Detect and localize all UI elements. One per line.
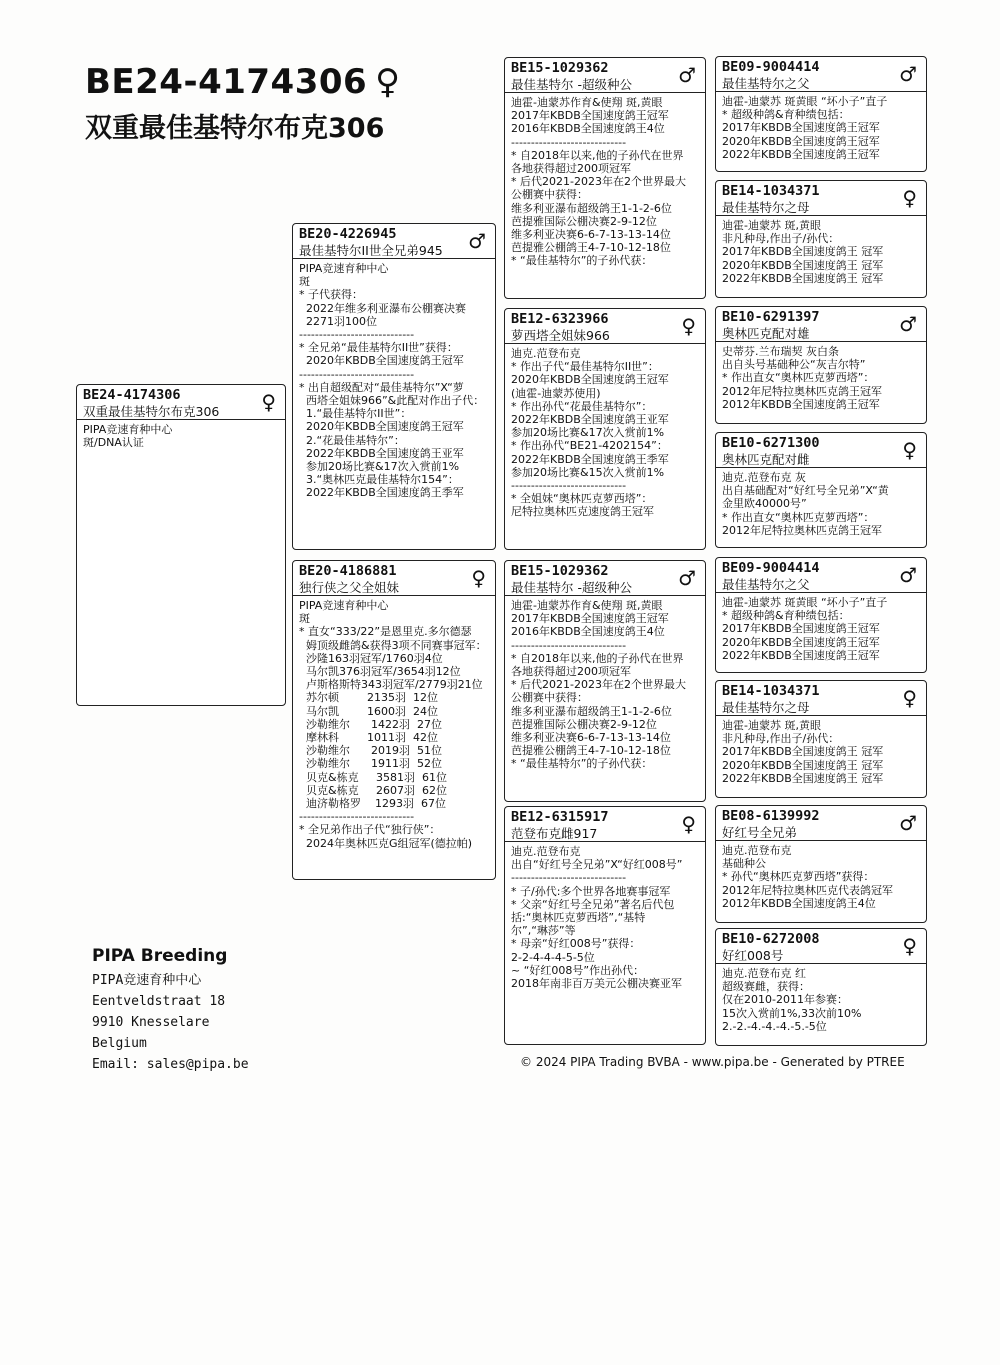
breeder-line: Belgium: [92, 1036, 147, 1051]
male-icon: ♂: [468, 229, 486, 253]
card-line: 苏尔顿 2135羽 12位: [299, 691, 438, 705]
ring-text: BE24-4174306: [85, 62, 368, 102]
card-body: [716, 593, 926, 665]
card-line: 迪霍-迪蒙苏 斑,黄眼: [722, 219, 821, 232]
card-line: * “最佳基特尔”的子孙代获：: [511, 757, 653, 771]
card-ring-number: BE12-6323966: [511, 311, 609, 327]
card-line: 2022年KBDB全国速度鸽王冠军: [722, 147, 880, 161]
card-title: 最佳基特尔II世全兄弟945: [299, 243, 443, 258]
card-header: [505, 58, 705, 93]
card-line: 仅在2010-2011年参赛：: [722, 993, 848, 1007]
card-line: 马尔凯 1600羽 24位: [299, 704, 438, 718]
card-line: * 母亲“好红008号”获得：: [511, 937, 641, 951]
pedigree-card: [715, 56, 927, 172]
breeder-email[interactable]: Email: sales@pipa.be: [92, 1057, 249, 1072]
card-title: 最佳基特尔 -超级种公: [511, 77, 632, 92]
card-title: 好红号全兄弟: [722, 825, 798, 840]
card-header: [716, 806, 926, 841]
card-line: 2022年KBDB全国速度鸽王亚军: [299, 446, 464, 460]
card-ring-number: BE09-9004414: [722, 59, 820, 75]
male-icon: ♂: [678, 63, 696, 87]
card-line: 斑: [299, 275, 310, 289]
card-line: * 作出直女“奥林匹克萝西塔”：: [722, 510, 875, 524]
card-line: 西塔全姐妹966”&此配对作出子代：: [299, 394, 485, 408]
card-line: 2012年KBDB全国速度鸽王4位: [722, 896, 876, 910]
card-line: (迪霍-迪蒙苏使用): [511, 386, 601, 400]
card-ring-number: BE09-9004414: [722, 560, 820, 576]
card-line: 2020年KBDB全国速度鸽王冠军: [511, 373, 669, 387]
card-line: * 自2018年以来,他的子孙代在世界: [511, 651, 684, 665]
card-line: * 直女“333/22”是恩里克.多尔德瑟: [299, 625, 472, 639]
card-line: 维多利亚瀑布超级鸽王1-1-2-6位: [511, 201, 672, 215]
card-title: 最佳基特尔 -超级种公: [511, 580, 632, 595]
card-line: * “最佳基特尔”的子孙代获：: [511, 254, 653, 268]
card-line: 2022年KBDB全国速度鸽王季军: [511, 452, 669, 466]
pedigree-card: [715, 928, 927, 1046]
card-line: * 作出直女“奥林匹克萝西塔”：: [722, 371, 875, 385]
card-line: 芭提雅公棚鸽王4-7-10-12-18位: [511, 241, 671, 255]
card-line: 2016年KBDB全国速度鸽王4位: [511, 625, 665, 639]
card-line: 参加20场比赛&17次入赏前1%: [511, 426, 665, 440]
female-icon: ♀: [902, 686, 917, 710]
card-line: 2022年KBDB全国速度鸽王 冠军: [722, 771, 884, 785]
card-ring-number: BE10-6271300: [722, 435, 820, 451]
card-line: 2017年KBDB全国速度鸽王冠军: [511, 612, 669, 626]
card-line: -----------------------------: [299, 367, 415, 381]
card-body: [505, 344, 705, 522]
card-line: PIPA竞速育种中心: [299, 599, 389, 612]
card-header: [716, 57, 926, 92]
card-line: * 超级种鸽&育种绩包括：: [722, 108, 850, 122]
card-line: 尔”,“琳莎”等: [511, 924, 576, 938]
card-line: * 孙代“奥林匹克萝西塔”获得：: [722, 870, 875, 884]
card-line: 非凡种母,作出子/孙代：: [722, 232, 840, 246]
card-line: * 出自超级配对“最佳基特尔”X“萝: [299, 380, 464, 394]
card-title: 范登布克雌917: [511, 826, 598, 841]
card-line: 2020年KBDB全国速度鸽王冠军: [299, 354, 464, 368]
card-title: 双重最佳基特尔布克306: [83, 404, 220, 419]
card-line: 迪克.范登布克: [511, 347, 581, 360]
female-icon: ♀: [681, 314, 696, 338]
pedigree-card: [715, 805, 927, 923]
card-line: ~ “好红008号”作出孙代：: [511, 963, 645, 977]
breeder-line: PIPA竞速育种中心: [92, 973, 202, 988]
card-line: * 全姐妹“奥林匹克萝西塔”：: [511, 492, 653, 506]
pigeon-name: 双重最佳基特尔布克306: [85, 113, 385, 144]
card-line: 姆顶级雌鸽&获得3项不同赛事冠军：: [299, 638, 487, 652]
card-line: 斑/DNA认证: [83, 436, 144, 450]
breeder-line: Eentveldstraat 18: [92, 994, 226, 1009]
female-icon: ♀: [375, 62, 401, 102]
card-line: 15次入赏前1%,33次前10%: [722, 1006, 862, 1020]
card-body: [293, 596, 495, 853]
card-body: [505, 93, 705, 271]
card-title: 最佳基特尔之母: [722, 700, 810, 715]
card-line: 2017年KBDB全国速度鸽王 冠军: [722, 245, 884, 259]
card-line: 2022年KBDB全国速度鸽王冠军: [722, 648, 880, 662]
card-line: 2012年尼特拉奥林匹克鸽王冠军: [722, 523, 882, 537]
card-header: [505, 807, 705, 842]
card-line: 1.“最佳基特尔II世”：: [299, 407, 412, 421]
female-icon: ♀: [902, 438, 917, 462]
card-line: 迪霍-迪蒙苏作育&使翔 斑,黄眼: [511, 96, 663, 109]
card-body: [716, 216, 926, 288]
card-line: -----------------------------: [299, 328, 415, 342]
card-header: [716, 558, 926, 593]
male-icon: ♂: [899, 563, 917, 587]
card-body: [505, 842, 705, 993]
card-body: [716, 964, 926, 1036]
copyright-text: © 2024 PIPA Trading BVBA - www.pipa.be - Generated by PTREE: [520, 1055, 905, 1069]
card-line: PIPA竞速育种中心: [83, 423, 173, 436]
card-ring-number: BE15-1029362: [511, 563, 609, 579]
card-header: [716, 433, 926, 468]
card-line: 超级赛雌，获得：: [722, 980, 810, 994]
breeder-info: [92, 946, 249, 1075]
card-line: PIPA竞速育种中心: [299, 262, 389, 275]
pedigree-card: [715, 557, 927, 673]
male-icon: ♂: [899, 62, 917, 86]
card-line: 2017年KBDB全国速度鸽王冠军: [722, 121, 880, 135]
card-line: 2.“花最佳基特尔”：: [299, 433, 405, 447]
card-header: [716, 181, 926, 216]
pedigree-card: [76, 384, 286, 706]
card-line: -----------------------------: [511, 871, 627, 885]
card-header: [77, 385, 285, 420]
card-line: 2022年KBDB全国速度鸽王亚军: [511, 413, 669, 427]
card-line: -----------------------------: [511, 638, 627, 652]
card-line: 2022年KBDB全国速度鸽王 冠军: [722, 271, 884, 285]
pedigree-card: [292, 560, 496, 880]
card-title: 最佳基特尔之父: [722, 76, 810, 91]
card-line: -----------------------------: [511, 479, 627, 493]
card-line: * 超级种鸽&育种绩包括：: [722, 609, 850, 623]
card-line: 迪克.范登布克 红: [722, 967, 806, 980]
card-line: * 全兄弟“最佳基特尔II世”获得：: [299, 341, 458, 355]
male-icon: ♂: [678, 566, 696, 590]
card-line: 维多利亚决赛6-6-7-13-13-14位: [511, 228, 671, 242]
card-line: 2020年KBDB全国速度鸽王 冠军: [722, 258, 884, 272]
pedigree-card: [715, 680, 927, 798]
card-body: [716, 716, 926, 788]
card-line: 沙隆163羽冠军/1760羽4位: [299, 651, 443, 665]
pedigree-card: [715, 432, 927, 548]
card-line: 括:“奥林匹克萝西塔”,“基特: [511, 911, 646, 925]
card-header: [505, 309, 705, 344]
card-line: 参加20场比赛&17次入赏前1%: [299, 460, 460, 474]
card-line: 迪济勒格罗 1293羽 67位: [299, 797, 446, 811]
card-line: 迪克.范登布克: [511, 845, 581, 858]
card-line: * 后代2021-2023年在2个世界最大: [511, 678, 686, 692]
card-line: 马尔凯376羽冠军/3654羽12位: [299, 665, 461, 679]
card-ring-number: BE08-6139992: [722, 808, 820, 824]
card-body: [293, 259, 495, 503]
card-ring-number: BE10-6291397: [722, 309, 820, 325]
card-line: 2016年KBDB全国速度鸽王4位: [511, 122, 665, 136]
card-line: 2017年KBDB全国速度鸽王冠军: [511, 109, 669, 123]
card-line: 维多利亚瀑布超级鸽王1-1-2-6位: [511, 704, 672, 718]
card-line: 尼特拉奥林匹克速度鸽王冠军: [511, 505, 654, 519]
card-line: 非凡种母,作出子/孙代：: [722, 732, 840, 746]
card-line: 参加20场比赛&15次入赏前1%: [511, 465, 665, 479]
card-line: 公棚赛中获得：: [511, 188, 588, 202]
card-line: 贝克&栋克 2607羽 62位: [299, 783, 448, 797]
card-line: 2-2-4-4-4-5-5位: [511, 950, 595, 964]
pedigree-card: [504, 560, 706, 802]
card-line: 2020年KBDB全国速度鸽王冠军: [722, 134, 880, 148]
card-line: 2017年KBDB全国速度鸽王 冠军: [722, 745, 884, 759]
card-line: 2022年维多利亚瀑布公棚赛决赛: [299, 301, 466, 315]
card-title: 最佳基特尔之父: [722, 577, 810, 592]
female-icon: ♀: [902, 186, 917, 210]
card-line: 2018年南非百万美元公棚决赛亚军: [511, 977, 682, 991]
card-line: 出自“好红号全兄弟”X“好红008号”: [511, 858, 683, 872]
card-line: * 父亲“好红号全兄弟”著名后代包: [511, 897, 675, 911]
card-line: 迪霍-迪蒙苏 斑,黄眼: [722, 719, 821, 732]
card-line: 2020年KBDB全国速度鸽王冠军: [299, 420, 464, 434]
card-line: 贝克&栋克 3581羽 61位: [299, 770, 448, 784]
card-title: 奥林匹克配对雌: [722, 452, 810, 467]
card-line: 迪霍-迪蒙苏 斑黄眼 “坏小子”直子: [722, 596, 888, 609]
card-header: [716, 929, 926, 964]
card-title: 萝西塔全姐妹966: [511, 328, 610, 343]
card-header: [716, 681, 926, 716]
card-line: 2024年奥林匹克G组冠军(德拉帕): [299, 836, 473, 850]
breeder-name: PIPA Breeding: [92, 946, 228, 966]
card-line: 出自头号基础种公“灰吉尔特”: [722, 358, 866, 372]
card-title: 奥林匹克配对雄: [722, 326, 810, 341]
card-line: 3.“奥林匹克最佳基特尔154”：: [299, 473, 459, 487]
card-line: 出自基础配对“好红号全兄弟”X“黄: [722, 484, 889, 498]
card-line: 摩林科 1011羽 42位: [299, 731, 438, 745]
pedigree-card: [504, 806, 706, 1045]
card-line: * 作出孙代“BE21-4202154”：: [511, 439, 668, 453]
card-header: [293, 561, 495, 596]
pedigree-card: [504, 308, 706, 550]
male-icon: ♂: [899, 312, 917, 336]
pedigree-card: [292, 223, 496, 550]
card-header: [505, 561, 705, 596]
card-line: 斑: [299, 612, 310, 626]
female-icon: ♀: [902, 934, 917, 958]
card-line: 各地获得超过200项冠军: [511, 665, 631, 679]
card-line: * 子/孙代:多个世界各地赛事冠军: [511, 884, 671, 898]
card-header: [716, 307, 926, 342]
card-line: * 作出子代“最佳基特尔II世”：: [511, 360, 659, 374]
card-body: [716, 841, 926, 913]
pedigree-card: [504, 57, 706, 299]
card-ring-number: BE10-6272008: [722, 931, 820, 947]
card-line: 2012年尼特拉奥林匹克鸽王冠军: [722, 384, 882, 398]
card-line: 卢斯格斯特343羽冠军/2779羽21位: [299, 678, 483, 692]
card-line: 2020年KBDB全国速度鸽王 冠军: [722, 758, 884, 772]
card-line: * 子代获得：: [299, 288, 363, 302]
card-ring-number: BE14-1034371: [722, 183, 820, 199]
card-header: [293, 224, 495, 259]
pigeon-ring-number: [85, 62, 401, 102]
card-line: 2.-2.-4.-4.-4.-5.-5位: [722, 1019, 827, 1033]
female-icon: ♀: [261, 390, 276, 414]
card-line: 2017年KBDB全国速度鸽王冠军: [722, 622, 880, 636]
card-line: 2012年尼特拉奥林匹克代表鸽冠军: [722, 883, 893, 897]
card-line: 维多利亚决赛6-6-7-13-13-14位: [511, 731, 671, 745]
card-line: 公棚赛中获得：: [511, 691, 588, 705]
female-icon: ♀: [681, 812, 696, 836]
card-body: [505, 596, 705, 774]
card-body: [77, 420, 285, 452]
pedigree-card: [715, 180, 927, 298]
card-body: [716, 342, 926, 414]
card-line: 沙勒维尔 2019羽 51位: [299, 744, 442, 758]
card-line: 基础种公: [722, 857, 766, 871]
card-line: 迪克.范登布克: [722, 844, 792, 857]
card-line: -----------------------------: [511, 135, 627, 149]
card-line: * 全兄弟作出子代“独行侠”：: [299, 823, 441, 837]
card-line: 芭提雅国际公棚决赛2-9-12位: [511, 214, 657, 228]
card-line: 金里欧40000号”: [722, 497, 807, 511]
card-line: -----------------------------: [299, 810, 415, 824]
card-line: 各地获得超过200项冠军: [511, 162, 631, 176]
card-title: 最佳基特尔之母: [722, 200, 810, 215]
female-icon: ♀: [471, 566, 486, 590]
card-ring-number: BE14-1034371: [722, 683, 820, 699]
card-ring-number: BE20-4226945: [299, 226, 397, 242]
card-line: 迪克.范登布克 灰: [722, 471, 806, 484]
card-ring-number: BE24-4174306: [83, 387, 181, 403]
card-line: 2271羽100位: [299, 314, 377, 328]
card-line: 沙勒维尔 1422羽 27位: [299, 717, 442, 731]
card-line: * 作出孙代“花最佳基特尔”：: [511, 399, 653, 413]
card-line: 2020年KBDB全国速度鸽王冠军: [722, 635, 880, 649]
card-line: 沙勒维尔 1911羽 52位: [299, 757, 442, 771]
male-icon: ♂: [899, 811, 917, 835]
card-line: 迪霍-迪蒙苏作育&使翔 斑,黄眼: [511, 599, 663, 612]
card-line: 2012年KBDB全国速度鸽王冠军: [722, 397, 880, 411]
card-body: [716, 92, 926, 164]
card-line: 史蒂芬.兰布瑞契 灰白条: [722, 345, 839, 358]
card-title: 独行侠之父全姐妹: [299, 580, 400, 595]
card-line: * 后代2021-2023年在2个世界最大: [511, 175, 686, 189]
card-ring-number: BE12-6315917: [511, 809, 609, 825]
card-line: 芭提雅国际公棚决赛2-9-12位: [511, 717, 657, 731]
card-line: * 自2018年以来,他的子孙代在世界: [511, 148, 684, 162]
pedigree-card: [715, 306, 927, 424]
card-ring-number: BE15-1029362: [511, 60, 609, 76]
card-line: 芭提雅公棚鸽王4-7-10-12-18位: [511, 744, 671, 758]
card-line: 迪霍-迪蒙苏 斑黄眼 “坏小子”直子: [722, 95, 888, 108]
card-ring-number: BE20-4186881: [299, 563, 397, 579]
card-body: [716, 468, 926, 540]
card-line: 2022年KBDB全国速度鸽王季军: [299, 486, 464, 500]
card-title: 好红008号: [722, 948, 784, 963]
breeder-line: 9910 Knesselare: [92, 1015, 210, 1030]
